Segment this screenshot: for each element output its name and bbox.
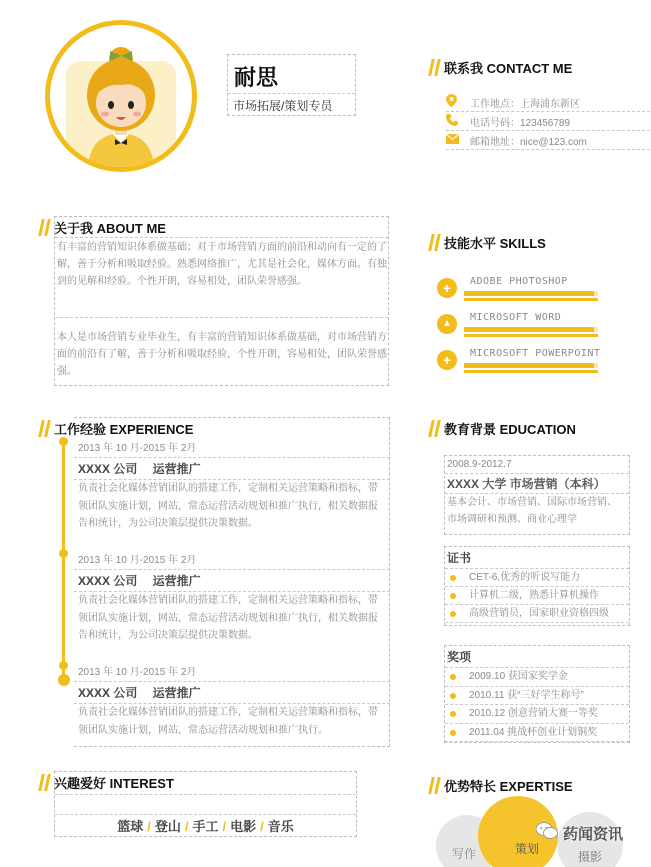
awards-list <box>445 668 629 742</box>
skill-label: ADOBE PHOTOSHOP <box>470 276 568 287</box>
mail-icon <box>446 134 458 147</box>
experience-company: XXXX 公司 运营推广 <box>74 458 390 480</box>
bullet-dot <box>450 730 456 736</box>
education-date: 2008.9-2012.7 <box>445 456 629 474</box>
timeline-dot-end <box>58 674 70 686</box>
interest-separator: / <box>260 819 264 834</box>
certificates-heading: 证书 <box>445 547 629 569</box>
certificates-list <box>445 569 629 623</box>
about-para-1: 有丰富的营销知识体系做基础；对于市场营销方面的前沿和动向有一定的了解，善于分析和吸取经验。熟悉网络推广，尤其是社会化，媒体方面。有独到的见解和经验。个性开朗，容易相处，团队荣誉感强。 <box>57 242 387 287</box>
bullet-dot <box>450 575 456 581</box>
expertise-item-3: 摄影 <box>578 850 603 864</box>
experience-desc: 负责社会化媒体营销团队的搭建工作，定制相关运营策略和指标，带领团队实施计划，网站，常态运营活动规划和推广执行，相关数据报告和统计，为公司决策层提供决策数据。 <box>78 483 378 529</box>
contact-address: 工作地点：上海浦东新区 <box>470 98 580 110</box>
award-item <box>445 687 629 706</box>
contact-list <box>446 93 650 150</box>
award-text: 2011.04 挑战杯创业计划铜奖 <box>469 726 598 738</box>
interest-separator: / <box>147 819 151 834</box>
interest-list <box>55 816 356 835</box>
awards-box <box>444 645 630 743</box>
interest-item: 篮球 <box>117 819 144 834</box>
timeline-dot <box>59 661 68 670</box>
bullet-dot <box>450 593 456 599</box>
experience-date: 2013 年 10 月-2015 年 2月 <box>74 553 390 570</box>
education-heading: 教育背景 EDUCATION <box>430 419 576 438</box>
bullet-dot <box>450 674 456 680</box>
award-text: 2010.12 创意营销大赛一等奖 <box>469 708 598 719</box>
interest-item: 电影 <box>230 819 257 834</box>
timeline-dot <box>59 549 68 558</box>
awards-heading: 奖项 <box>445 646 629 668</box>
experience-desc: 负责社会化媒体营销团队的搭建工作，定制相关运营策略和指标，带领团队实施计划，网站，常态运营活动规划和推广执行，相关数据报告和统计，为公司决策层提供决策数据。 <box>78 595 378 641</box>
interest-item: 登山 <box>154 819 181 834</box>
location-icon <box>446 94 458 110</box>
interest-item: 音乐 <box>267 819 294 834</box>
interest-box <box>54 771 357 837</box>
education-box <box>444 455 630 535</box>
timeline-dot <box>59 437 68 446</box>
skill-label: MICROSOFT POWERPOINT <box>470 348 601 359</box>
contact-email: 邮箱地址：nice@123.com <box>470 136 587 148</box>
phone-icon <box>446 114 458 129</box>
experience-date: 2013 年 10 月-2015 年 2月 <box>74 665 390 682</box>
about-heading: 关于我 ABOUT ME <box>40 218 166 237</box>
skill-bar-fill <box>464 363 594 368</box>
certificate-item <box>445 569 629 587</box>
about-para-2: 本人是市场营销专业毕业生，有丰富的营销知识体系做基础，对市场营销方面的前沿有了解，善于分析和吸取经验，个性开朗，容易相处，团队荣誉感强。 <box>57 332 387 377</box>
plus-icon: + <box>437 278 457 298</box>
timeline-line <box>62 438 65 680</box>
bullet-dot <box>450 693 456 699</box>
interest-item: 手工 <box>192 819 219 834</box>
skill-bar-track <box>464 334 598 337</box>
about-box <box>54 216 389 386</box>
experience-company: XXXX 公司 运营推广 <box>74 570 390 592</box>
award-item <box>445 668 629 687</box>
interest-separator: / <box>222 819 227 834</box>
certificate-text: 计算机二级，熟悉计算机操作 <box>469 590 599 601</box>
profile-name: 耐思 <box>234 65 279 90</box>
certificate-text: 高级营销员，国家职业资格四级 <box>469 608 609 619</box>
experience-date: 2013 年 10 月-2015 年 2月 <box>74 441 390 458</box>
certificate-item <box>445 587 629 605</box>
skill-bar-track <box>464 298 598 301</box>
interest-heading: 兴趣爱好 INTEREST <box>40 773 174 792</box>
expertise-heading: 优势特长 EXPERTISE <box>430 776 573 795</box>
avatar <box>45 20 197 172</box>
certificate-text: CET-6,优秀的听说写能力 <box>469 572 581 583</box>
bullet-dot <box>450 711 456 717</box>
certificate-item <box>445 605 629 623</box>
experience-item <box>74 441 390 533</box>
award-text: 2009.10 获国家奖学金 <box>469 671 568 682</box>
experience-desc: 负责社会化媒体营销团队的搭建工作，定制相关运营策略和指标，带领团队实施计划，网站，常态运营活动规划和推广执行。 <box>78 707 378 736</box>
education-courses: 基本会计、市场营销、国际市场营销、市场调研和预测、商业心理学 <box>447 497 617 525</box>
name-box <box>227 54 356 116</box>
experience-item <box>74 665 390 739</box>
watermark-text: 药闻资讯 <box>563 826 624 843</box>
expertise-item-1: 写作 <box>452 847 477 861</box>
certificates-box <box>444 546 630 626</box>
skill-bar-fill <box>464 291 594 296</box>
triangle-icon: ▲ <box>437 314 457 334</box>
education-school: XXXX 大学 市场营销（本科） <box>445 474 629 494</box>
skill-label: MICROSOFT WORD <box>470 312 562 323</box>
skill-bar <box>464 291 598 296</box>
expertise-item-2: 策划 <box>515 842 540 856</box>
skill-bar-track <box>464 370 598 373</box>
contact-heading: 联系我 CONTACT ME <box>430 58 572 77</box>
experience-company: XXXX 公司 运营推广 <box>74 682 390 704</box>
bullet-dot <box>450 611 456 617</box>
experience-heading: 工作经验 EXPERIENCE <box>40 419 193 438</box>
interest-separator: / <box>184 819 189 834</box>
plus-icon: + <box>437 350 457 370</box>
skill-bar <box>464 363 598 368</box>
profile-title: 市场拓展/策划专员 <box>233 99 333 113</box>
avatar-illustration <box>50 25 192 167</box>
wechat-icon <box>536 822 558 845</box>
award-item <box>445 724 629 743</box>
watermark <box>536 822 623 845</box>
experience-item <box>74 553 390 645</box>
contact-phone: 电话号码：123456789 <box>470 117 571 129</box>
award-text: 2010.11 获“三好学生称号” <box>469 689 584 701</box>
skills-heading: 技能水平 SKILLS <box>430 233 546 252</box>
skill-bar-fill <box>464 327 594 332</box>
award-item <box>445 705 629 724</box>
skill-bar <box>464 327 598 332</box>
